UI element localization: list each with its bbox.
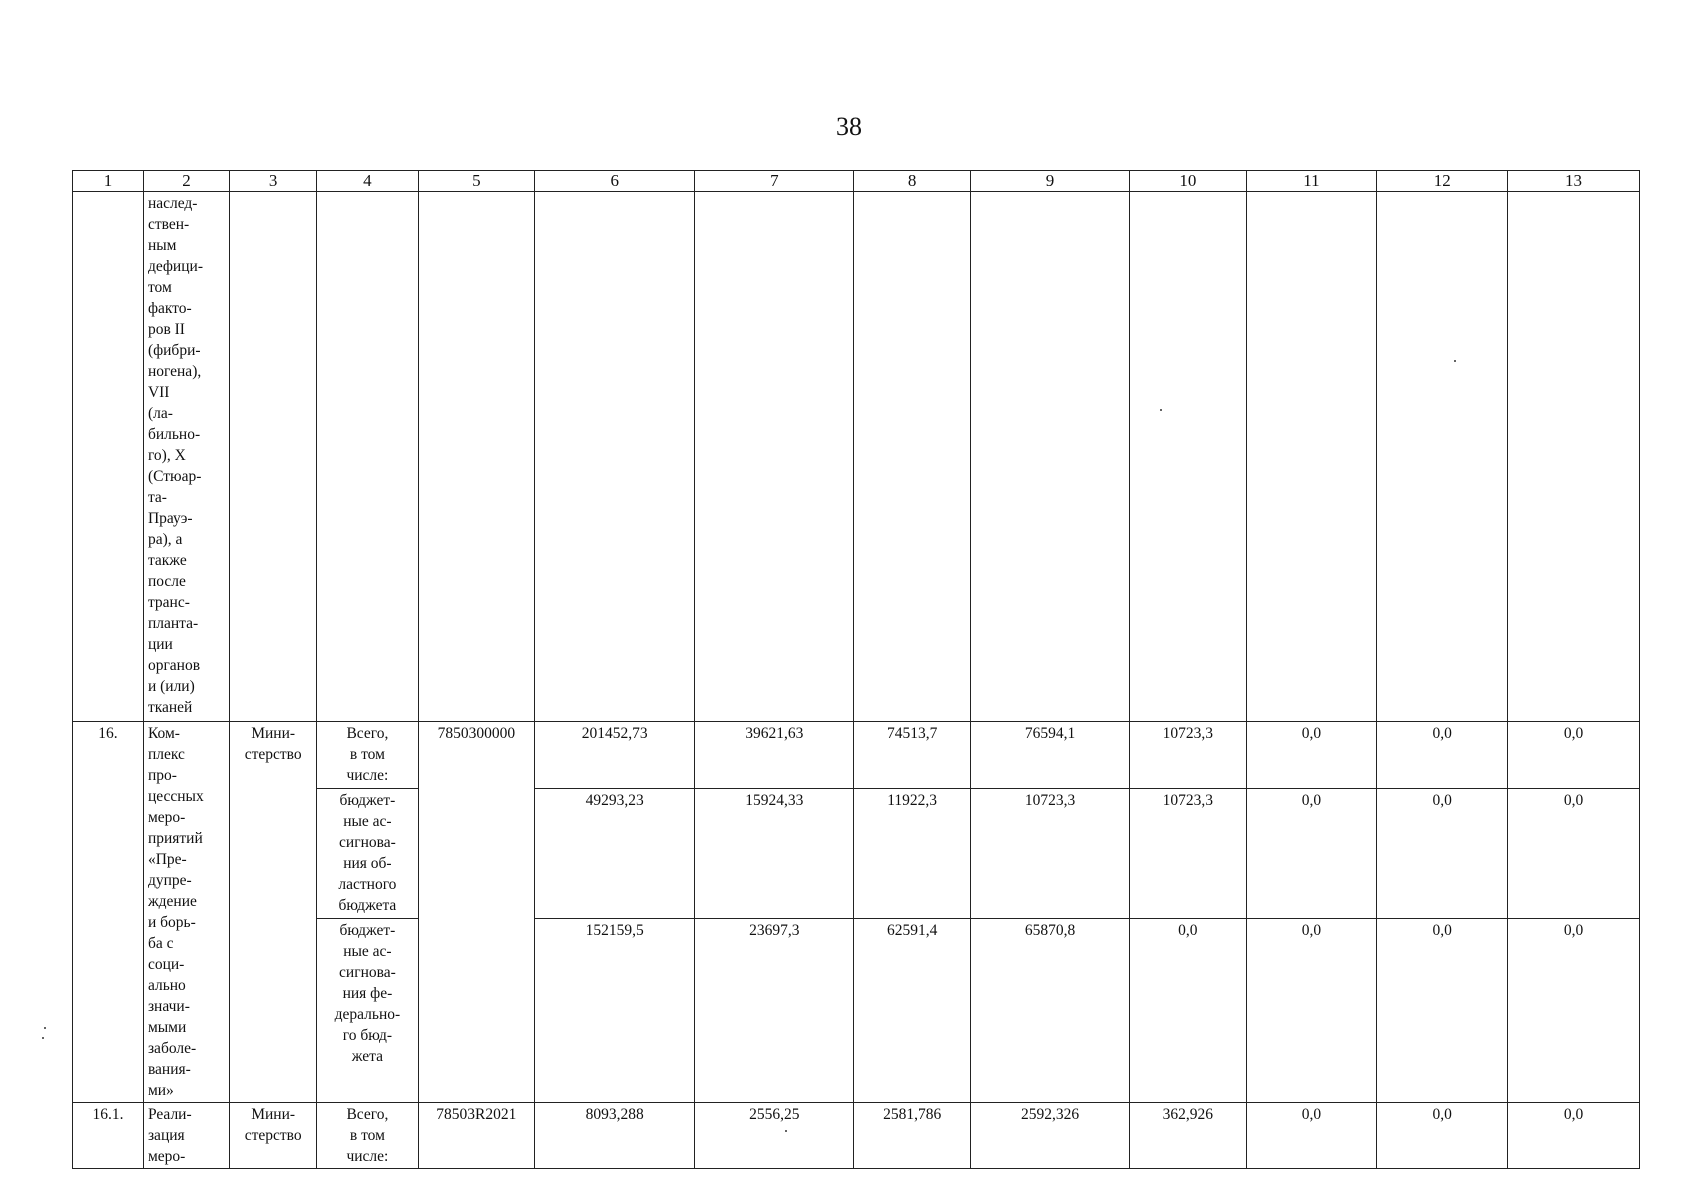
executor: Мини- стерство xyxy=(230,1103,317,1169)
value-col12: 0,0 xyxy=(1377,1103,1508,1169)
row-number: 16. xyxy=(73,722,144,1103)
value-col13: 0,0 xyxy=(1508,788,1640,918)
value-col12: 0,0 xyxy=(1377,722,1508,789)
value-col7: 2556,25 xyxy=(695,1103,854,1169)
value-col8: 74513,7 xyxy=(854,722,971,789)
value-col6: 152159,5 xyxy=(535,919,695,1103)
funding-source: Всего, в том числе: xyxy=(317,1103,418,1169)
value-col10: 362,926 xyxy=(1130,1103,1247,1169)
value-cell xyxy=(695,192,854,722)
value-col7: 39621,63 xyxy=(695,722,854,789)
value-col11: 0,0 xyxy=(1246,722,1377,789)
column-header: 12 xyxy=(1377,171,1508,192)
value-col7: 15924,33 xyxy=(695,788,854,918)
value-cell xyxy=(535,192,695,722)
value-col6: 8093,288 xyxy=(535,1103,695,1169)
column-header: 3 xyxy=(230,171,317,192)
value-col9: 76594,1 xyxy=(970,722,1129,789)
column-header: 13 xyxy=(1508,171,1640,192)
measure-name: Ком- плекс про- цессных меро- приятий «Пре- дупре- ждение и борь- ба с соци- ально значи- мыми заболе- вания- ми» xyxy=(143,722,229,1103)
table-row xyxy=(73,1103,1640,1169)
budget-code: 78503R2021 xyxy=(418,1103,535,1169)
funding-source: бюджет- ные ас- сигнова- ния фе- дерально- го бюд- жета xyxy=(317,919,418,1103)
row-number: 16.1. xyxy=(73,1103,144,1169)
value-col11: 0,0 xyxy=(1246,1103,1377,1169)
continuation-row xyxy=(73,192,1640,722)
value-col10: 10723,3 xyxy=(1130,722,1247,789)
value-col9: 10723,3 xyxy=(970,788,1129,918)
value-col6: 49293,23 xyxy=(535,788,695,918)
value-col13: 0,0 xyxy=(1508,919,1640,1103)
executor-cell xyxy=(230,192,317,722)
column-header: 6 xyxy=(535,171,695,192)
column-header: 5 xyxy=(418,171,535,192)
value-col10: 10723,3 xyxy=(1130,788,1247,918)
value-cell xyxy=(1377,192,1508,722)
table-row xyxy=(73,722,1640,789)
value-col6: 201452,73 xyxy=(535,722,695,789)
value-col13: 0,0 xyxy=(1508,722,1640,789)
measure-name: Реали- зация меро- xyxy=(143,1103,229,1169)
executor: Мини- стерство xyxy=(230,722,317,1103)
value-col12: 0,0 xyxy=(1377,788,1508,918)
column-header: 1 xyxy=(73,171,144,192)
value-col10: 0,0 xyxy=(1130,919,1247,1103)
value-cell xyxy=(1246,192,1377,722)
value-col11: 0,0 xyxy=(1246,788,1377,918)
value-cell xyxy=(1508,192,1640,722)
column-header: 9 xyxy=(970,171,1129,192)
value-cell xyxy=(970,192,1129,722)
value-col8: 62591,4 xyxy=(854,919,971,1103)
scan-speck xyxy=(1454,360,1456,362)
value-col12: 0,0 xyxy=(1377,919,1508,1103)
funding-source: бюджет- ные ас- сигнова- ния об- ластного бюджета xyxy=(317,788,418,918)
scan-speck xyxy=(785,1130,787,1132)
funding-source: Всего, в том числе: xyxy=(317,722,418,789)
column-header: 4 xyxy=(317,171,418,192)
column-number-row xyxy=(73,171,1640,192)
budget-table xyxy=(72,170,1640,1169)
column-header: 10 xyxy=(1130,171,1247,192)
value-col9: 65870,8 xyxy=(970,919,1129,1103)
column-header: 2 xyxy=(143,171,229,192)
column-header: 8 xyxy=(854,171,971,192)
measure-name-continuation: наслед- ствен- ным дефици- том факто- ров II (фибри- ногена), VII (ла- бильно- го), X (Стюар- та- Прауэ- ра), а также после транс- планта- ции органов и (или) тканей xyxy=(143,192,229,722)
value-col11: 0,0 xyxy=(1246,919,1377,1103)
scan-speck xyxy=(42,1037,44,1039)
value-cell xyxy=(854,192,971,722)
column-header: 11 xyxy=(1246,171,1377,192)
column-header: 7 xyxy=(695,171,854,192)
value-cell xyxy=(1130,192,1247,722)
code-cell xyxy=(418,192,535,722)
row-number-cell xyxy=(73,192,144,722)
value-col8: 2581,786 xyxy=(854,1103,971,1169)
scan-speck xyxy=(1160,409,1162,411)
page-number: 38 xyxy=(836,112,862,141)
value-col7: 23697,3 xyxy=(695,919,854,1103)
scan-speck xyxy=(44,1027,46,1029)
value-col13: 0,0 xyxy=(1508,1103,1640,1169)
value-col8: 11922,3 xyxy=(854,788,971,918)
value-col9: 2592,326 xyxy=(970,1103,1129,1169)
source-cell xyxy=(317,192,418,722)
budget-code: 7850300000 xyxy=(418,722,535,1103)
